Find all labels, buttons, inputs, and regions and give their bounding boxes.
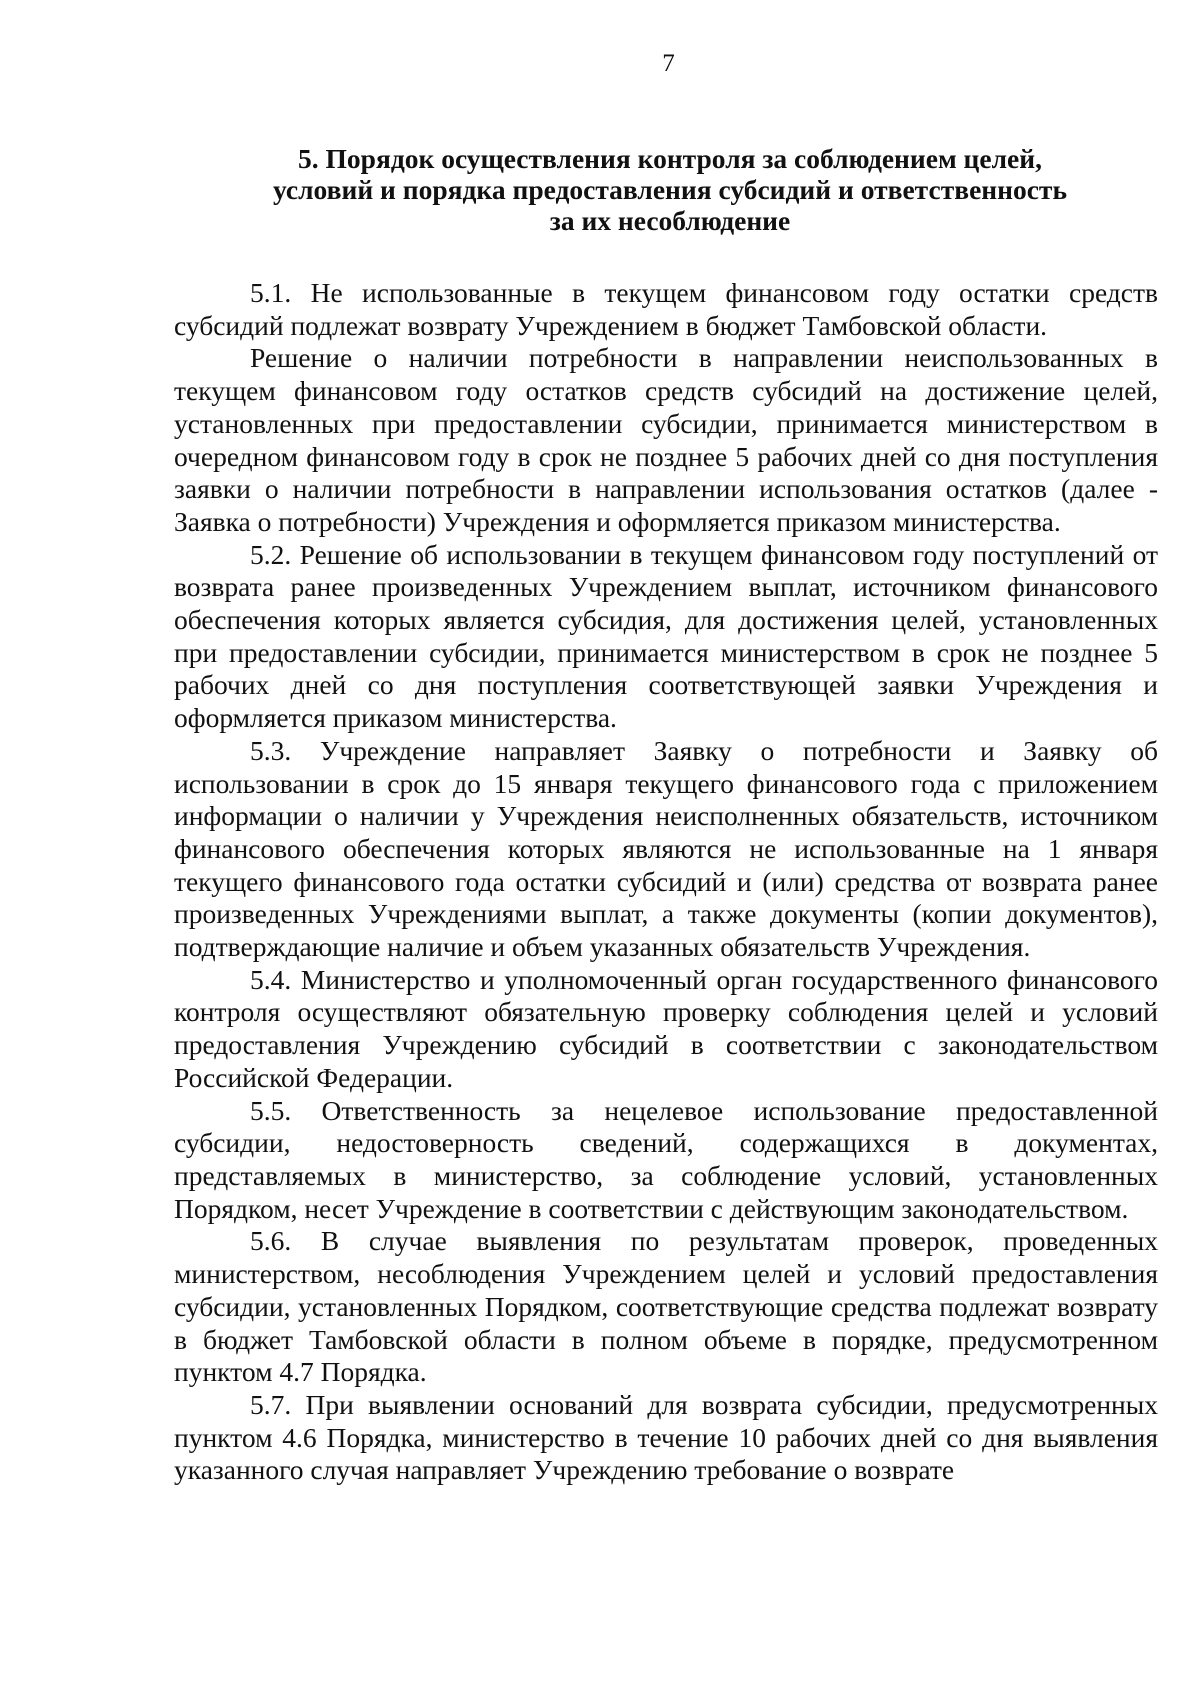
paragraph-5-2: 5.2. Решение об использовании в текущем финансовом году поступлений от возврата ранее произведенных Учреждением выплат, источником финансового обеспечения которых является субсидия, для достижения целей, установленных при предоставлении субсидии, принимается министерством в срок не позднее 5 рабочих дней со дня поступления соответствующей заявки Учреждения и оформляется приказом министерства. xyxy=(174,538,1158,734)
section-heading-line: за их несоблюдение xyxy=(549,205,791,236)
section-heading xyxy=(240,143,1100,236)
paragraph-5-6: 5.6. В случае выявления по результатам проверок, проведенных министерством, несоблюдения Учреждением целей и условий предоставления субсидии, установленных Порядком, соответствующие средства подлежат возврату в бюджет Тамбовской области в полном объеме в порядке, предусмотренном пунктом 4.7 Порядка. xyxy=(174,1225,1158,1388)
paragraph-5-3: 5.3. Учреждение направляет Заявку о потребности и Заявку об использовании в срок до 15 января текущего финансового года с приложением информации о наличии у Учреждения неисполненных обязательств, источником финансового обеспечения которых являются не использованные на 1 января текущего финансового года остатки субсидий и (или) средства от возврата ранее произведенных Учреждениями выплат, а также документы (копии документов), подтверждающие наличие и объем указанных обязательств Учреждения. xyxy=(174,734,1158,963)
paragraph-5-7: 5.7. При выявлении оснований для возврата субсидии, предусмотренных пунктом 4.6 Порядка, министерство в течение 10 рабочих дней со дня выявления указанного случая направляет Учреждению требование о возврате xyxy=(174,1388,1158,1486)
paragraph-5-4: 5.4. Министерство и уполномоченный орган государственного финансового контроля осуществляют обязательную проверку соблюдения целей и условий предоставления Учреждению субсидий в соответствии с законодательством Российской Федерации. xyxy=(174,963,1158,1093)
paragraph-5-1-decision: Решение о наличии потребности в направлении неиспользованных в текущем финансовом году остатков средств субсидий на достижение целей, установленных при предоставлении субсидии, принимается министерством в очередном финансовом году в срок не позднее 5 рабочих дней со дня поступления заявки о наличии потребности в направлении использования остатков (далее - Заявка о потребности) Учреждения и оформляется приказом министерства. xyxy=(174,342,1158,537)
section-heading-line: 5. Порядок осуществления контроля за соблюдением целей, xyxy=(298,143,1042,174)
section-body xyxy=(174,277,1158,1487)
page-number: 7 xyxy=(662,50,675,77)
paragraph-5-1: 5.1. Не использованные в текущем финансовом году остатки средств субсидий подлежат возврату Учреждением в бюджет Тамбовской области. xyxy=(174,277,1158,341)
paragraph-5-5: 5.5. Ответственность за нецелевое использование предоставленной субсидии, недостоверность сведений, содержащихся в документах, представляемых в министерство, за соблюдение условий, установленных Порядком, несет Учреждение в соответствии с действующим законодательством. xyxy=(174,1094,1158,1224)
section-heading-line: условий и порядка предоставления субсидий и ответственность xyxy=(273,174,1067,205)
